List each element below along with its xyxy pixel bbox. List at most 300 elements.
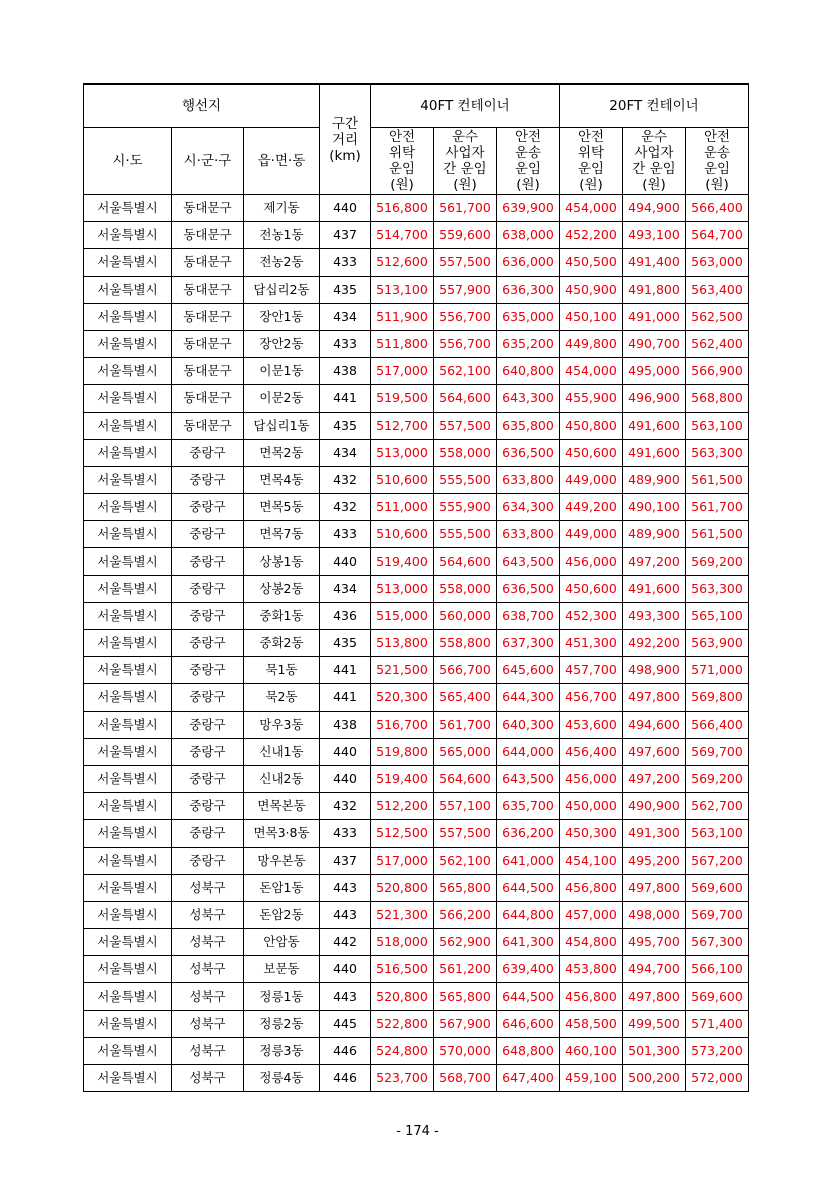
cell-40ft-consign: 521,300 bbox=[371, 901, 434, 928]
table-row bbox=[84, 602, 749, 629]
cell-20ft-carrier: 500,200 bbox=[623, 1065, 686, 1092]
cell-distance: 434 bbox=[320, 303, 371, 330]
cell-40ft-consign: 514,700 bbox=[371, 222, 434, 249]
cell-dong: 정릉4동 bbox=[244, 1065, 320, 1092]
cell-20ft-consign: 456,700 bbox=[560, 684, 623, 711]
cell-20ft-carrier: 489,900 bbox=[623, 466, 686, 493]
cell-40ft-consign: 510,600 bbox=[371, 521, 434, 548]
cell-20ft-transport: 561,500 bbox=[686, 521, 749, 548]
cell-sigungu: 성북구 bbox=[172, 983, 244, 1010]
cell-20ft-consign: 452,300 bbox=[560, 602, 623, 629]
cell-20ft-carrier: 490,700 bbox=[623, 330, 686, 357]
cell-40ft-consign: 517,000 bbox=[371, 358, 434, 385]
cell-20ft-transport: 572,000 bbox=[686, 1065, 749, 1092]
page-number: - 174 - bbox=[396, 1124, 439, 1139]
cell-40ft-consign: 510,600 bbox=[371, 466, 434, 493]
cell-dong: 보문동 bbox=[244, 956, 320, 983]
cell-sigungu: 중랑구 bbox=[172, 439, 244, 466]
cell-20ft-carrier: 499,500 bbox=[623, 1010, 686, 1037]
cell-distance: 434 bbox=[320, 575, 371, 602]
cell-20ft-transport: 569,200 bbox=[686, 765, 749, 792]
cell-dong: 망우3동 bbox=[244, 711, 320, 738]
cell-dong: 묵2동 bbox=[244, 684, 320, 711]
cell-distance: 443 bbox=[320, 901, 371, 928]
cell-sido: 서울특별시 bbox=[84, 874, 172, 901]
cell-40ft-carrier: 566,200 bbox=[434, 901, 497, 928]
cell-20ft-transport: 569,200 bbox=[686, 548, 749, 575]
cell-20ft-transport: 564,700 bbox=[686, 222, 749, 249]
cell-20ft-consign: 460,100 bbox=[560, 1037, 623, 1064]
cell-20ft-carrier: 491,300 bbox=[623, 820, 686, 847]
cell-40ft-carrier: 560,000 bbox=[434, 602, 497, 629]
table-row bbox=[84, 303, 749, 330]
cell-sido: 서울특별시 bbox=[84, 303, 172, 330]
cell-40ft-carrier: 564,600 bbox=[434, 548, 497, 575]
cell-20ft-transport: 563,300 bbox=[686, 575, 749, 602]
cell-sigungu: 중랑구 bbox=[172, 738, 244, 765]
cell-20ft-transport: 569,600 bbox=[686, 874, 749, 901]
cell-sigungu: 중랑구 bbox=[172, 602, 244, 629]
table-row bbox=[84, 276, 749, 303]
cell-sido: 서울특별시 bbox=[84, 548, 172, 575]
header-region: 행선지 bbox=[84, 84, 320, 128]
cell-40ft-transport: 635,800 bbox=[497, 412, 560, 439]
cell-sigungu: 중랑구 bbox=[172, 575, 244, 602]
cell-sigungu: 성북구 bbox=[172, 1037, 244, 1064]
cell-20ft-consign: 450,800 bbox=[560, 412, 623, 439]
cell-sigungu: 동대문구 bbox=[172, 330, 244, 357]
cell-dong: 정릉3동 bbox=[244, 1037, 320, 1064]
cell-20ft-carrier: 490,100 bbox=[623, 494, 686, 521]
cell-dong: 안암동 bbox=[244, 929, 320, 956]
cell-dong: 이문2동 bbox=[244, 385, 320, 412]
cell-dong: 중화2동 bbox=[244, 630, 320, 657]
cell-sigungu: 중랑구 bbox=[172, 847, 244, 874]
cell-40ft-transport: 637,300 bbox=[497, 630, 560, 657]
cell-distance: 441 bbox=[320, 684, 371, 711]
cell-20ft-consign: 456,800 bbox=[560, 874, 623, 901]
cell-distance: 434 bbox=[320, 439, 371, 466]
table-row bbox=[84, 222, 749, 249]
cell-40ft-transport: 633,800 bbox=[497, 466, 560, 493]
cell-40ft-consign: 519,800 bbox=[371, 738, 434, 765]
cell-20ft-carrier: 491,600 bbox=[623, 412, 686, 439]
cell-20ft-carrier: 491,600 bbox=[623, 575, 686, 602]
cell-40ft-carrier: 570,000 bbox=[434, 1037, 497, 1064]
cell-dong: 상봉2동 bbox=[244, 575, 320, 602]
cell-distance: 441 bbox=[320, 385, 371, 412]
cell-40ft-transport: 638,700 bbox=[497, 602, 560, 629]
cell-40ft-consign: 516,800 bbox=[371, 195, 434, 222]
cell-sido: 서울특별시 bbox=[84, 1010, 172, 1037]
cell-sigungu: 성북구 bbox=[172, 1065, 244, 1092]
cell-sigungu: 성북구 bbox=[172, 1010, 244, 1037]
cell-20ft-consign: 453,800 bbox=[560, 956, 623, 983]
table-row bbox=[84, 874, 749, 901]
cell-40ft-transport: 645,600 bbox=[497, 657, 560, 684]
cell-sigungu: 중랑구 bbox=[172, 657, 244, 684]
cell-20ft-transport: 562,400 bbox=[686, 330, 749, 357]
cell-40ft-consign: 522,800 bbox=[371, 1010, 434, 1037]
cell-40ft-consign: 519,400 bbox=[371, 548, 434, 575]
cell-40ft-carrier: 557,500 bbox=[434, 412, 497, 439]
cell-dong: 이문1동 bbox=[244, 358, 320, 385]
cell-sigungu: 성북구 bbox=[172, 874, 244, 901]
cell-40ft-consign: 516,700 bbox=[371, 711, 434, 738]
cell-sigungu: 동대문구 bbox=[172, 358, 244, 385]
header-40ft-transport-rate: 안전 운송 운임 (원) bbox=[497, 128, 560, 195]
cell-dong: 답십리1동 bbox=[244, 412, 320, 439]
cell-distance: 433 bbox=[320, 521, 371, 548]
cell-20ft-transport: 566,900 bbox=[686, 358, 749, 385]
cell-40ft-consign: 511,900 bbox=[371, 303, 434, 330]
cell-20ft-carrier: 491,400 bbox=[623, 249, 686, 276]
cell-40ft-transport: 638,000 bbox=[497, 222, 560, 249]
cell-20ft-consign: 455,900 bbox=[560, 385, 623, 412]
cell-20ft-transport: 566,400 bbox=[686, 195, 749, 222]
cell-distance: 432 bbox=[320, 466, 371, 493]
cell-20ft-transport: 569,700 bbox=[686, 738, 749, 765]
cell-40ft-carrier: 558,000 bbox=[434, 575, 497, 602]
cell-sido: 서울특별시 bbox=[84, 276, 172, 303]
cell-sido: 서울특별시 bbox=[84, 222, 172, 249]
cell-40ft-transport: 648,800 bbox=[497, 1037, 560, 1064]
cell-distance: 432 bbox=[320, 494, 371, 521]
cell-20ft-carrier: 496,900 bbox=[623, 385, 686, 412]
cell-40ft-consign: 520,800 bbox=[371, 874, 434, 901]
cell-20ft-consign: 449,000 bbox=[560, 521, 623, 548]
cell-sido: 서울특별시 bbox=[84, 439, 172, 466]
cell-40ft-consign: 513,800 bbox=[371, 630, 434, 657]
cell-sido: 서울특별시 bbox=[84, 630, 172, 657]
cell-dong: 돈암2동 bbox=[244, 901, 320, 928]
cell-dong: 면목3·8동 bbox=[244, 820, 320, 847]
cell-distance: 446 bbox=[320, 1065, 371, 1092]
cell-dong: 묵1동 bbox=[244, 657, 320, 684]
cell-40ft-carrier: 555,900 bbox=[434, 494, 497, 521]
header-40ft: 40FT 컨테이너 bbox=[371, 84, 560, 128]
cell-20ft-carrier: 495,700 bbox=[623, 929, 686, 956]
cell-dong: 상봉1동 bbox=[244, 548, 320, 575]
cell-sigungu: 중랑구 bbox=[172, 684, 244, 711]
cell-40ft-carrier: 556,700 bbox=[434, 303, 497, 330]
cell-dong: 장안2동 bbox=[244, 330, 320, 357]
cell-20ft-consign: 456,400 bbox=[560, 738, 623, 765]
cell-20ft-transport: 563,900 bbox=[686, 630, 749, 657]
cell-20ft-transport: 569,600 bbox=[686, 983, 749, 1010]
cell-20ft-consign: 449,000 bbox=[560, 466, 623, 493]
cell-40ft-transport: 641,000 bbox=[497, 847, 560, 874]
cell-40ft-consign: 513,000 bbox=[371, 439, 434, 466]
cell-sido: 서울특별시 bbox=[84, 195, 172, 222]
cell-sigungu: 중랑구 bbox=[172, 521, 244, 548]
cell-20ft-carrier: 498,000 bbox=[623, 901, 686, 928]
cell-40ft-transport: 636,300 bbox=[497, 276, 560, 303]
cell-sido: 서울특별시 bbox=[84, 494, 172, 521]
cell-distance: 437 bbox=[320, 222, 371, 249]
cell-sigungu: 중랑구 bbox=[172, 820, 244, 847]
header-sido: 시·도 bbox=[84, 128, 172, 195]
cell-40ft-transport: 636,000 bbox=[497, 249, 560, 276]
freight-rate-table bbox=[83, 83, 749, 1092]
cell-20ft-carrier: 489,900 bbox=[623, 521, 686, 548]
cell-40ft-carrier: 564,600 bbox=[434, 765, 497, 792]
cell-distance: 437 bbox=[320, 847, 371, 874]
cell-dong: 장안1동 bbox=[244, 303, 320, 330]
cell-sigungu: 동대문구 bbox=[172, 195, 244, 222]
cell-40ft-consign: 513,100 bbox=[371, 276, 434, 303]
cell-sigungu: 중랑구 bbox=[172, 466, 244, 493]
cell-40ft-consign: 521,500 bbox=[371, 657, 434, 684]
cell-40ft-transport: 635,200 bbox=[497, 330, 560, 357]
cell-distance: 445 bbox=[320, 1010, 371, 1037]
cell-20ft-carrier: 491,000 bbox=[623, 303, 686, 330]
cell-20ft-transport: 563,400 bbox=[686, 276, 749, 303]
cell-distance: 433 bbox=[320, 249, 371, 276]
cell-20ft-consign: 451,300 bbox=[560, 630, 623, 657]
cell-sido: 서울특별시 bbox=[84, 602, 172, 629]
cell-20ft-carrier: 497,800 bbox=[623, 684, 686, 711]
cell-20ft-transport: 569,800 bbox=[686, 684, 749, 711]
cell-40ft-transport: 644,300 bbox=[497, 684, 560, 711]
cell-40ft-transport: 634,300 bbox=[497, 494, 560, 521]
table-row bbox=[84, 684, 749, 711]
cell-40ft-carrier: 565,800 bbox=[434, 874, 497, 901]
cell-40ft-transport: 643,500 bbox=[497, 765, 560, 792]
cell-dong: 신내1동 bbox=[244, 738, 320, 765]
cell-distance: 443 bbox=[320, 983, 371, 1010]
table-row bbox=[84, 1010, 749, 1037]
cell-40ft-carrier: 555,500 bbox=[434, 466, 497, 493]
cell-40ft-consign: 512,600 bbox=[371, 249, 434, 276]
cell-20ft-transport: 566,100 bbox=[686, 956, 749, 983]
table-row bbox=[84, 548, 749, 575]
cell-40ft-carrier: 562,900 bbox=[434, 929, 497, 956]
cell-40ft-consign: 519,400 bbox=[371, 765, 434, 792]
table-row bbox=[84, 765, 749, 792]
cell-40ft-consign: 512,700 bbox=[371, 412, 434, 439]
cell-sido: 서울특별시 bbox=[84, 1037, 172, 1064]
cell-sido: 서울특별시 bbox=[84, 575, 172, 602]
cell-distance: 440 bbox=[320, 548, 371, 575]
cell-40ft-transport: 644,800 bbox=[497, 901, 560, 928]
cell-20ft-carrier: 493,100 bbox=[623, 222, 686, 249]
cell-40ft-carrier: 558,800 bbox=[434, 630, 497, 657]
cell-sigungu: 동대문구 bbox=[172, 385, 244, 412]
cell-40ft-consign: 511,800 bbox=[371, 330, 434, 357]
cell-sigungu: 동대문구 bbox=[172, 303, 244, 330]
cell-sido: 서울특별시 bbox=[84, 657, 172, 684]
cell-sigungu: 동대문구 bbox=[172, 222, 244, 249]
cell-20ft-transport: 563,100 bbox=[686, 820, 749, 847]
cell-dong: 면목2동 bbox=[244, 439, 320, 466]
cell-40ft-consign: 511,000 bbox=[371, 494, 434, 521]
cell-20ft-transport: 562,500 bbox=[686, 303, 749, 330]
cell-20ft-transport: 571,000 bbox=[686, 657, 749, 684]
cell-sigungu: 중랑구 bbox=[172, 494, 244, 521]
table-row bbox=[84, 494, 749, 521]
cell-20ft-transport: 561,500 bbox=[686, 466, 749, 493]
cell-sido: 서울특별시 bbox=[84, 929, 172, 956]
cell-40ft-transport: 636,500 bbox=[497, 575, 560, 602]
cell-40ft-consign: 512,200 bbox=[371, 793, 434, 820]
cell-sido: 서울특별시 bbox=[84, 711, 172, 738]
cell-40ft-consign: 517,000 bbox=[371, 847, 434, 874]
cell-40ft-carrier: 562,100 bbox=[434, 847, 497, 874]
cell-dong: 정릉1동 bbox=[244, 983, 320, 1010]
cell-40ft-carrier: 561,200 bbox=[434, 956, 497, 983]
table-row bbox=[84, 657, 749, 684]
cell-sigungu: 성북구 bbox=[172, 929, 244, 956]
cell-40ft-consign: 518,000 bbox=[371, 929, 434, 956]
table-row bbox=[84, 195, 749, 222]
cell-dong: 답십리2동 bbox=[244, 276, 320, 303]
cell-40ft-carrier: 559,600 bbox=[434, 222, 497, 249]
table-row bbox=[84, 1065, 749, 1092]
cell-20ft-carrier: 501,300 bbox=[623, 1037, 686, 1064]
cell-20ft-consign: 449,800 bbox=[560, 330, 623, 357]
cell-40ft-transport: 644,500 bbox=[497, 983, 560, 1010]
cell-20ft-consign: 452,200 bbox=[560, 222, 623, 249]
cell-40ft-carrier: 561,700 bbox=[434, 711, 497, 738]
cell-sigungu: 중랑구 bbox=[172, 630, 244, 657]
cell-20ft-consign: 454,800 bbox=[560, 929, 623, 956]
cell-20ft-transport: 573,200 bbox=[686, 1037, 749, 1064]
cell-distance: 443 bbox=[320, 874, 371, 901]
cell-sido: 서울특별시 bbox=[84, 684, 172, 711]
cell-20ft-consign: 450,500 bbox=[560, 249, 623, 276]
cell-40ft-transport: 633,800 bbox=[497, 521, 560, 548]
cell-40ft-consign: 520,300 bbox=[371, 684, 434, 711]
cell-20ft-transport: 566,400 bbox=[686, 711, 749, 738]
cell-sigungu: 중랑구 bbox=[172, 765, 244, 792]
cell-20ft-carrier: 498,900 bbox=[623, 657, 686, 684]
cell-sido: 서울특별시 bbox=[84, 820, 172, 847]
cell-40ft-consign: 519,500 bbox=[371, 385, 434, 412]
cell-distance: 433 bbox=[320, 330, 371, 357]
cell-40ft-carrier: 557,500 bbox=[434, 249, 497, 276]
cell-sigungu: 성북구 bbox=[172, 956, 244, 983]
cell-sido: 서울특별시 bbox=[84, 385, 172, 412]
cell-20ft-consign: 449,200 bbox=[560, 494, 623, 521]
cell-40ft-consign: 524,800 bbox=[371, 1037, 434, 1064]
cell-40ft-carrier: 567,900 bbox=[434, 1010, 497, 1037]
table-row bbox=[84, 711, 749, 738]
cell-distance: 446 bbox=[320, 1037, 371, 1064]
cell-20ft-consign: 456,800 bbox=[560, 983, 623, 1010]
cell-20ft-transport: 568,800 bbox=[686, 385, 749, 412]
cell-20ft-transport: 565,100 bbox=[686, 602, 749, 629]
cell-20ft-consign: 459,100 bbox=[560, 1065, 623, 1092]
cell-20ft-carrier: 497,200 bbox=[623, 765, 686, 792]
cell-20ft-transport: 563,300 bbox=[686, 439, 749, 466]
cell-sido: 서울특별시 bbox=[84, 412, 172, 439]
cell-distance: 433 bbox=[320, 820, 371, 847]
cell-sido: 서울특별시 bbox=[84, 521, 172, 548]
cell-40ft-transport: 641,300 bbox=[497, 929, 560, 956]
cell-20ft-consign: 450,600 bbox=[560, 575, 623, 602]
table-row bbox=[84, 738, 749, 765]
cell-dong: 제기동 bbox=[244, 195, 320, 222]
cell-sido: 서울특별시 bbox=[84, 793, 172, 820]
cell-40ft-transport: 640,800 bbox=[497, 358, 560, 385]
cell-sido: 서울특별시 bbox=[84, 249, 172, 276]
cell-sido: 서울특별시 bbox=[84, 956, 172, 983]
header-sigungu: 시·군·구 bbox=[172, 128, 244, 195]
cell-dong: 돈암1동 bbox=[244, 874, 320, 901]
cell-distance: 440 bbox=[320, 956, 371, 983]
table-body bbox=[84, 195, 749, 1092]
cell-20ft-carrier: 495,000 bbox=[623, 358, 686, 385]
table-row bbox=[84, 929, 749, 956]
cell-20ft-transport: 571,400 bbox=[686, 1010, 749, 1037]
cell-sido: 서울특별시 bbox=[84, 901, 172, 928]
cell-20ft-transport: 562,700 bbox=[686, 793, 749, 820]
table-row bbox=[84, 358, 749, 385]
cell-40ft-transport: 639,900 bbox=[497, 195, 560, 222]
cell-20ft-transport: 561,700 bbox=[686, 494, 749, 521]
cell-20ft-consign: 453,600 bbox=[560, 711, 623, 738]
cell-distance: 436 bbox=[320, 602, 371, 629]
header-distance: 구간 거리 (km) bbox=[320, 84, 371, 195]
cell-40ft-transport: 640,300 bbox=[497, 711, 560, 738]
cell-40ft-carrier: 568,700 bbox=[434, 1065, 497, 1092]
cell-20ft-consign: 458,500 bbox=[560, 1010, 623, 1037]
cell-20ft-consign: 456,000 bbox=[560, 765, 623, 792]
cell-40ft-transport: 636,200 bbox=[497, 820, 560, 847]
table-row bbox=[84, 847, 749, 874]
cell-distance: 438 bbox=[320, 358, 371, 385]
header-20ft-carrier-rate: 운수 사업자 간 운임 (원) bbox=[623, 128, 686, 195]
table-row bbox=[84, 575, 749, 602]
cell-20ft-consign: 454,100 bbox=[560, 847, 623, 874]
cell-20ft-consign: 457,700 bbox=[560, 657, 623, 684]
cell-sido: 서울특별시 bbox=[84, 738, 172, 765]
cell-20ft-transport: 563,100 bbox=[686, 412, 749, 439]
cell-20ft-consign: 450,600 bbox=[560, 439, 623, 466]
table-row bbox=[84, 793, 749, 820]
cell-20ft-carrier: 494,900 bbox=[623, 195, 686, 222]
cell-20ft-carrier: 493,300 bbox=[623, 602, 686, 629]
cell-40ft-transport: 643,300 bbox=[497, 385, 560, 412]
cell-40ft-transport: 644,500 bbox=[497, 874, 560, 901]
table-row bbox=[84, 901, 749, 928]
cell-40ft-transport: 646,600 bbox=[497, 1010, 560, 1037]
cell-dong: 전농1동 bbox=[244, 222, 320, 249]
cell-sigungu: 동대문구 bbox=[172, 412, 244, 439]
cell-20ft-carrier: 494,600 bbox=[623, 711, 686, 738]
cell-dong: 중화1동 bbox=[244, 602, 320, 629]
cell-sigungu: 동대문구 bbox=[172, 249, 244, 276]
cell-40ft-carrier: 558,000 bbox=[434, 439, 497, 466]
cell-40ft-transport: 635,000 bbox=[497, 303, 560, 330]
cell-20ft-consign: 450,100 bbox=[560, 303, 623, 330]
table-row bbox=[84, 385, 749, 412]
cell-20ft-carrier: 494,700 bbox=[623, 956, 686, 983]
table-row bbox=[84, 820, 749, 847]
cell-sigungu: 중랑구 bbox=[172, 711, 244, 738]
cell-20ft-transport: 567,200 bbox=[686, 847, 749, 874]
cell-40ft-carrier: 566,700 bbox=[434, 657, 497, 684]
cell-20ft-carrier: 497,200 bbox=[623, 548, 686, 575]
cell-distance: 435 bbox=[320, 630, 371, 657]
cell-sigungu: 중랑구 bbox=[172, 548, 244, 575]
cell-40ft-transport: 636,500 bbox=[497, 439, 560, 466]
table-row bbox=[84, 630, 749, 657]
header-eupmyeondong: 읍·면·동 bbox=[244, 128, 320, 195]
cell-sido: 서울특별시 bbox=[84, 847, 172, 874]
cell-20ft-carrier: 492,200 bbox=[623, 630, 686, 657]
